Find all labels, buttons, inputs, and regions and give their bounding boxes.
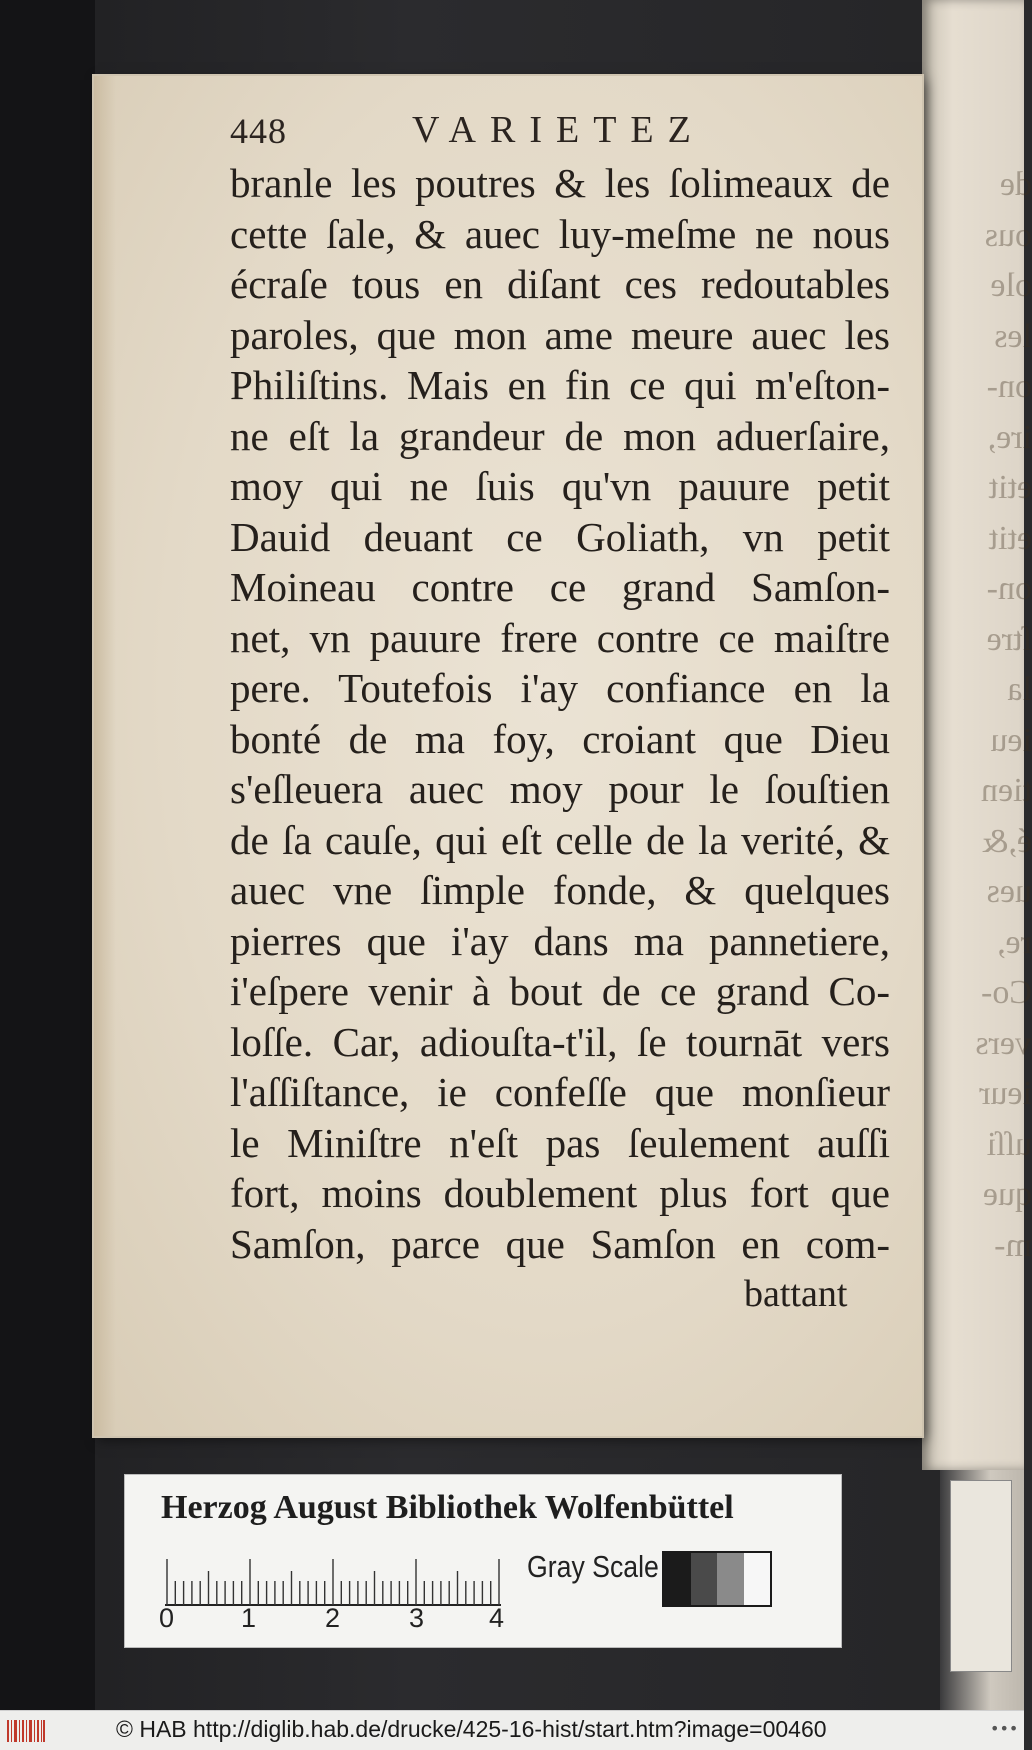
text-line: Moineau contre ce grand Samſon- <box>230 564 890 610</box>
more-options-icon[interactable]: ••• <box>990 1719 1019 1738</box>
gray-scale-label: Gray Scale <box>527 1549 659 1584</box>
text-line: loſſe. Car, adiouſta-t'il, ſe tournāt vers <box>230 1018 890 1065</box>
text-line: Dauid deuant ce Goliath, vn petit <box>230 513 890 560</box>
barcode-icon <box>6 1718 46 1744</box>
gray-swatch <box>691 1553 718 1605</box>
adjacent-page-ghost-text: de ous ole les on- ire, etit etit on- ſtre la ieu tien é,& ues re, Co- vers ieur uſſi que m- <box>975 166 1032 1264</box>
ruler-label: 2 <box>325 1603 341 1633</box>
text-line: cette ſale, & auec luy-meſme ne nous <box>230 210 890 257</box>
catchword: battant <box>744 1273 848 1315</box>
scale-ruler <box>165 1557 505 1607</box>
library-name: Herzog August Bibliothek Wolfenbüttel <box>161 1489 734 1526</box>
text-line: bonté de ma foy, croiant que Dieu <box>230 715 890 762</box>
running-title: VARIETEZ <box>412 109 705 151</box>
text-line: s'eſleuera auec moy pour le ſouſtien <box>230 766 890 812</box>
footer-bar <box>0 1710 1024 1750</box>
text-line: l'aſſiſtance, ie confeſſe que monſieur <box>230 1069 890 1115</box>
board-edge <box>0 0 95 1710</box>
ruler-label: 1 <box>241 1603 257 1633</box>
text-line: branle les poutres & les ſolimeaux de <box>230 160 890 206</box>
text-line: paroles, que mon ame meure auec les <box>230 311 890 358</box>
text-line: pierres que i'ay dans ma pannetiere, <box>230 917 890 964</box>
gray-swatch <box>664 1553 691 1605</box>
footer-copyright-link[interactable]: © HAB http://diglib.hab.de/drucke/425-16-hist/start.htm?image=00460 <box>116 1716 827 1742</box>
text-line: le Miniſtre n'eſt pas ſeulement auſſi <box>230 1119 890 1166</box>
gray-scale-swatches <box>662 1551 772 1607</box>
page-header <box>230 102 830 162</box>
ruler-label: 0 <box>159 1603 175 1633</box>
book-page <box>94 76 922 1436</box>
text-line: de ſa cauſe, qui eſt celle de la verité, & <box>230 816 890 863</box>
text-line: Samſon, parce que Samſon en com- <box>230 1220 890 1267</box>
gray-swatch <box>744 1553 771 1605</box>
text-line: ne eſt la grandeur de mon aduerſaire, <box>230 412 890 459</box>
page-number: 448 <box>230 111 287 151</box>
adjacent-page-edge <box>922 0 1032 1470</box>
text-line: Philiſtins. Mais en fin ce qui m'eſton- <box>230 362 890 408</box>
shelf-label-sticker <box>950 1480 1012 1672</box>
text-line: i'eſpere venir à bout de ce grand Co- <box>230 968 890 1014</box>
text-line: écraſe tous en diſant ces redoutables <box>230 261 890 307</box>
text-line: pere. Toutefois i'ay confiance en la <box>230 665 890 711</box>
text-line: net, vn pauure frere contre ce maiſtre <box>230 614 890 661</box>
ruler-label: 3 <box>409 1603 425 1633</box>
body-text <box>230 158 890 1269</box>
text-line: moy qui ne ſuis qu'vn pauure petit <box>230 463 890 509</box>
reference-card <box>124 1474 842 1648</box>
ruler-labels <box>159 1603 505 1639</box>
text-line: auec vne ſimple fonde, & quelques <box>230 867 890 913</box>
text-line: fort, moins doublement plus fort que <box>230 1170 890 1216</box>
ruler-label: 4 <box>489 1603 505 1633</box>
gray-swatch <box>717 1553 744 1605</box>
